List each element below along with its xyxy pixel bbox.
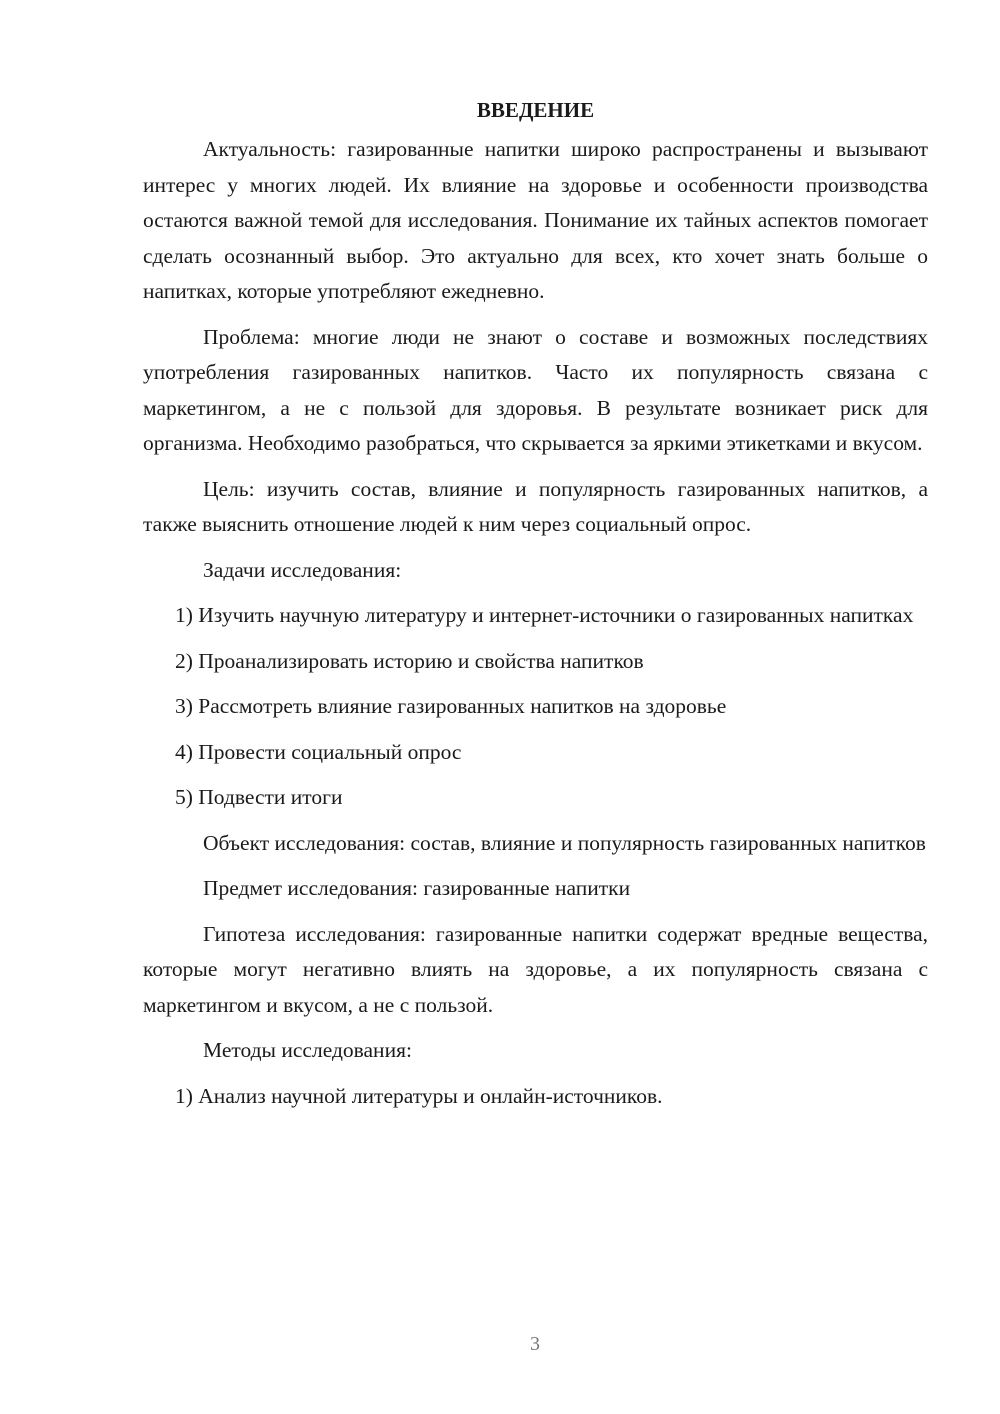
task-item: 2) Проанализировать историю и свойства напитков <box>175 648 644 673</box>
problem-paragraph: Проблема: многие люди не знают о составе и возможных последствиях употребления газированных напитков. Часто их популярность связана с маркетингом, а не с пользой для здоровья. В результате возникает риск для организма. Необходимо разобраться, что скрывается за яркими этикетками и вкусом. <box>143 324 928 455</box>
tasks-list <box>143 598 928 816</box>
methods-list <box>143 1079 928 1115</box>
task-item: 4) Провести социальный опрос <box>175 739 462 764</box>
section-title: ВВЕДЕНИЕ <box>476 98 595 122</box>
subject-paragraph: Предмет исследования: газированные напитки <box>203 876 631 900</box>
methods-heading: Методы исследования: <box>203 1038 412 1062</box>
goal-paragraph: Цель: изучить состав, влияние и популярность газированных напитков, а также выяснить отношение людей к ним через социальный опрос. <box>143 476 928 536</box>
task-item: 5) Подвести итоги <box>175 785 343 809</box>
tasks-heading: Задачи исследования: <box>203 557 402 582</box>
page-number: 3 <box>530 1333 540 1355</box>
hypothesis-paragraph: Гипотеза исследования: газированные напитки содержат вредные вещества, которые могут негативно влиять на здоровье, а их популярность связана с маркетингом и вкусом, а не с пользой. <box>143 921 928 1017</box>
document-page <box>143 92 928 1124</box>
method-item: 1) Анализ научной литературы и онлайн-источников. <box>175 1083 663 1108</box>
relevance-paragraph: Актуальность: газированные напитки широко распространены и вызывают интерес у многих людей. Их влияние на здоровье и особенности производства остаются важной темой для исследования. Понимание их тайных аспектов помогает сделать осознанный выбор. Это актуально для всех, кто хочет знать больше о напитках, которые употребляют ежедневно. <box>143 137 928 303</box>
task-item: 3) Рассмотреть влияние газированных напитков на здоровье <box>175 694 727 718</box>
task-item: 1) Изучить научную литературу и интернет-источники о газированных напитках <box>175 603 914 627</box>
object-paragraph: Объект исследования: состав, влияние и популярность газированных напитков <box>203 830 926 855</box>
